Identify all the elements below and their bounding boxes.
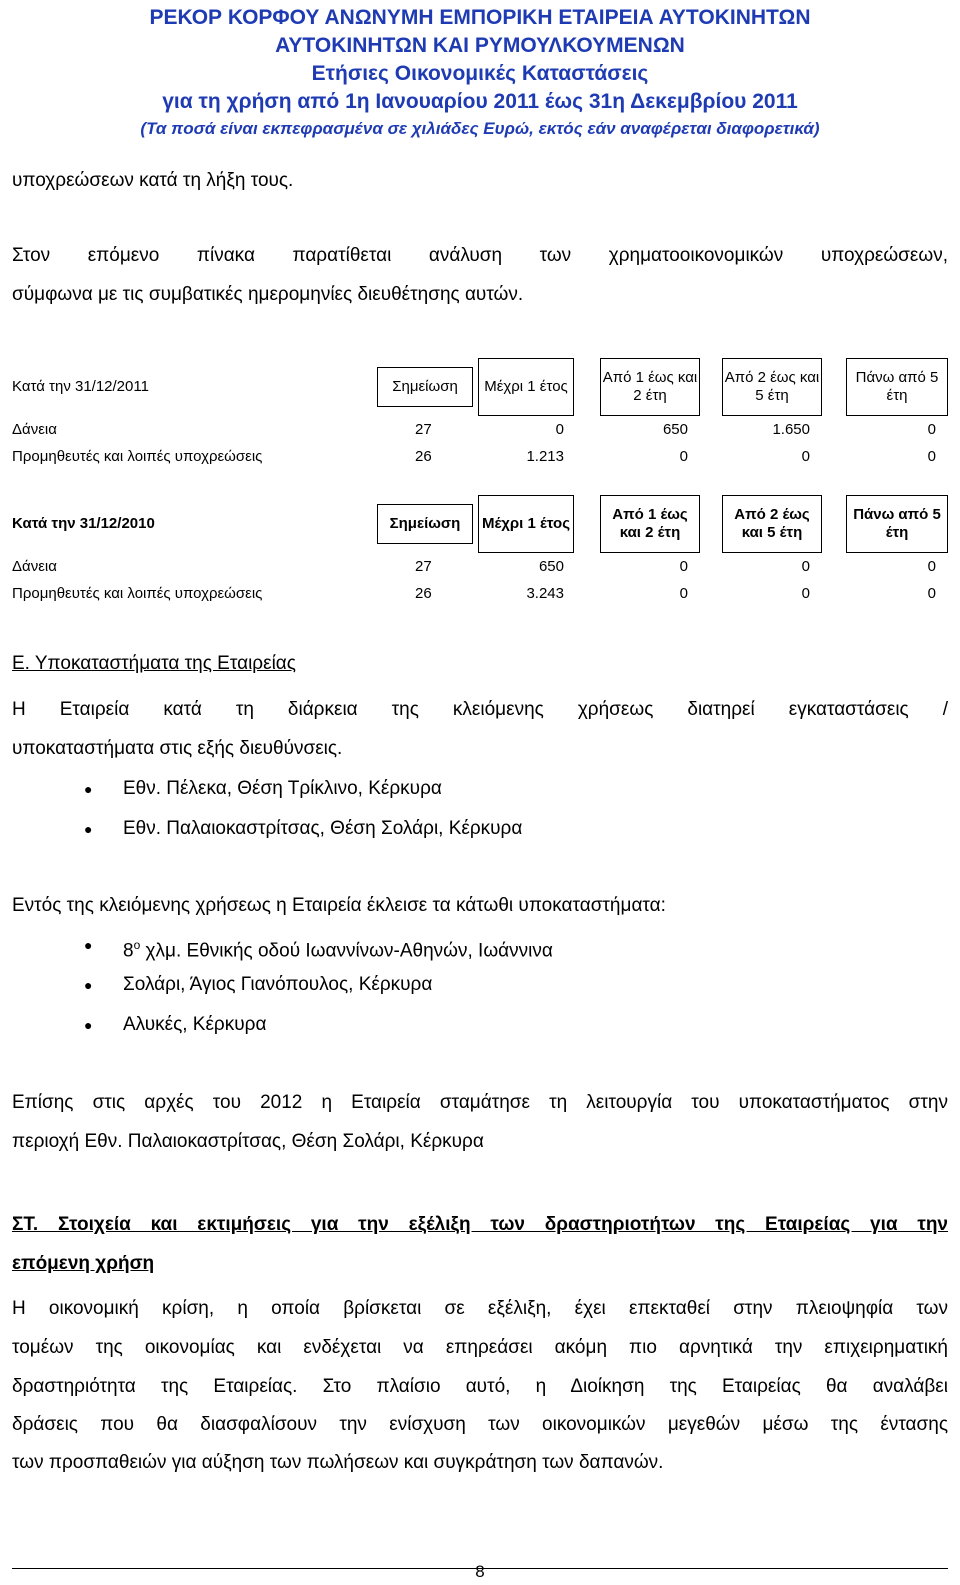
currency-note: (Τα ποσά είναι εκπεφρασμένα σε χιλιάδες Ευρώ, εκτός εάν αναφέρεται διαφορετικά) (140, 119, 820, 138)
section-st-line: των προσπαθειών για αύξηση των πωλήσεων και συγκράτηση των δαπανών. (12, 1452, 664, 1473)
page-number: 8 (475, 1562, 485, 1581)
closed-branch-item: Σολάρι, Άγιος Γιανόπουλος, Κέρκυρα (123, 974, 433, 995)
row-note: 26 (415, 585, 432, 602)
table-title: Κατά την 31/12/2011 (12, 378, 149, 395)
col-2-5y-header: Από 2 έως και 5 έτη (722, 495, 822, 553)
report-period: για τη χρήση από 1η Ιανουαρίου 2011 έως 31η Δεκεμβρίου 2011 (162, 90, 798, 113)
section-st-line: δραστηριότητα της Εταιρείας. Στο πλαίσιο αυτό, η Διοίκηση της Εταιρείας θα αναλάβει (12, 1376, 948, 1397)
row-note: 27 (415, 558, 432, 575)
section-st-line: δράσεις που θα διασφαλίσουν την ενίσχυση των οικονομικών μεγεθών μέσω της έντασης (12, 1414, 948, 1435)
row-value: 0 (927, 585, 936, 602)
row-label: Δάνεια (12, 558, 57, 575)
section-e-heading: Ε. Υποκαταστήματα της Εταιρείας (12, 653, 296, 674)
closed-branch-item: $8^o$ χλμ. Εθνικής οδού Ιωαννίνων-Αθηνών, Ιωάννινα (123, 938, 553, 962)
row-value: 650 (662, 421, 688, 438)
bullet-icon: ● (84, 781, 93, 797)
section-st-line: τομέων της οικονομίας και ενδέχεται να επηρεάσει ακόμη πιο αρνητικά την επιχειρηματική (12, 1337, 948, 1358)
col-1-2y-header: Από 1 έως και 2 έτη (600, 495, 700, 553)
col-1y-header: Μέχρι 1 έτος (478, 495, 574, 553)
row-value: 0 (927, 421, 936, 438)
branch-item: Εθν. Παλαιοκαστρίτσας, Θέση Σολάρι, Κέρκυρα (123, 818, 523, 839)
bullet-icon: ● (84, 821, 93, 837)
branch-item: Εθν. Πέλεκα, Θέση Τρίκλινο, Κέρκυρα (123, 778, 442, 799)
row-value: 0 (679, 585, 688, 602)
row-value: 3.243 (526, 585, 564, 602)
row-value: 650 (538, 558, 564, 575)
section-st-line: Η οικονομική κρίση, η οποία βρίσκεται σε εξέλιξη, έχει επεκταθεί στην πλειοψηφία των (12, 1298, 948, 1319)
intro-paragraph-1: υποχρεώσεων κατά τη λήξη τους. (12, 170, 294, 191)
row-note: 27 (415, 421, 432, 438)
col-note-header: Σημείωση (377, 367, 473, 407)
bullet-icon: ● (84, 977, 93, 993)
section-st-heading-cont: επόμενη χρήση (12, 1253, 155, 1274)
row-value: 0 (927, 558, 936, 575)
company-title-line2: ΑΥΤΟΚΙΝΗΤΩΝ ΚΑΙ ΡΥΜΟΥΛΚΟΥΜΕΝΩΝ (275, 34, 685, 57)
row-value: 0 (801, 448, 810, 465)
closed-branch-item: Αλυκές, Κέρκυρα (123, 1014, 267, 1035)
row-value: 0 (555, 421, 564, 438)
row-value: 0 (927, 448, 936, 465)
table-title: Κατά την 31/12/2010 (12, 515, 155, 532)
row-value: 0 (801, 585, 810, 602)
intro-paragraph-2a: Στον επόμενο πίνακα παρατίθεται ανάλυση των χρηματοοικονομικών υποχρεώσεων, (12, 245, 948, 266)
col-note-header: Σημείωση (377, 504, 473, 544)
row-note: 26 (415, 448, 432, 465)
section-st-heading: ΣΤ. Στοιχεία και εκτιμήσεις για την εξέλιξη των δραστηριοτήτων της Εταιρείας για την (12, 1214, 948, 1235)
section-e-paragraph-2: Εντός της κλειόμενης χρήσεως η Εταιρεία έκλεισε τα κάτωθι υποκαταστήματα: (12, 895, 666, 916)
bullet-icon: ● (84, 937, 93, 953)
section-e-paragraph-1a: Η Εταιρεία κατά τη διάρκεια της κλειόμενης χρήσεως διατηρεί εγκαταστάσεις / (12, 699, 948, 720)
row-label: Δάνεια (12, 421, 57, 438)
section-e-paragraph-3b: περιοχή Εθν. Παλαιοκαστρίτσας, Θέση Σολάρι, Κέρκυρα (12, 1131, 484, 1152)
bullet-icon: ● (84, 1017, 93, 1033)
row-label: Προμηθευτές και λοιπές υποχρεώσεις (12, 585, 263, 602)
row-value: 1.650 (772, 421, 810, 438)
intro-paragraph-2b: σύμφωνα με τις συμβατικές ημερομηνίες διευθέτησης αυτών. (12, 284, 524, 305)
row-value: 0 (801, 558, 810, 575)
col-5y-header: Πάνω από 5 έτη (846, 495, 948, 553)
row-label: Προμηθευτές και λοιπές υποχρεώσεις (12, 448, 263, 465)
row-value: 0 (679, 448, 688, 465)
company-title: ΡΕΚΟΡ ΚΟΡΦΟΥ ΑΝΩΝΥΜΗ ΕΜΠΟΡΙΚΗ ΕΤΑΙΡΕΙΑ ΑΥΤΟΚΙΝΗΤΩΝ (149, 6, 811, 29)
row-value: 1.213 (526, 448, 564, 465)
report-title: Ετήσιες Οικονομικές Καταστάσεις (311, 62, 649, 85)
section-e-paragraph-3a: Επίσης στις αρχές του 2012 η Εταιρεία σταμάτησε τη λειτουργία του υποκαταστήματος στην (12, 1092, 948, 1113)
col-1-2y-header: Από 1 έως και 2 έτη (600, 358, 700, 416)
row-value: 0 (679, 558, 688, 575)
section-e-paragraph-1b: υποκαταστήματα στις εξής διευθύνσεις. (12, 738, 343, 759)
col-1y-header: Μέχρι 1 έτος (478, 358, 574, 416)
col-5y-header: Πάνω από 5 έτη (846, 358, 948, 416)
col-2-5y-header: Από 2 έως και 5 έτη (722, 358, 822, 416)
